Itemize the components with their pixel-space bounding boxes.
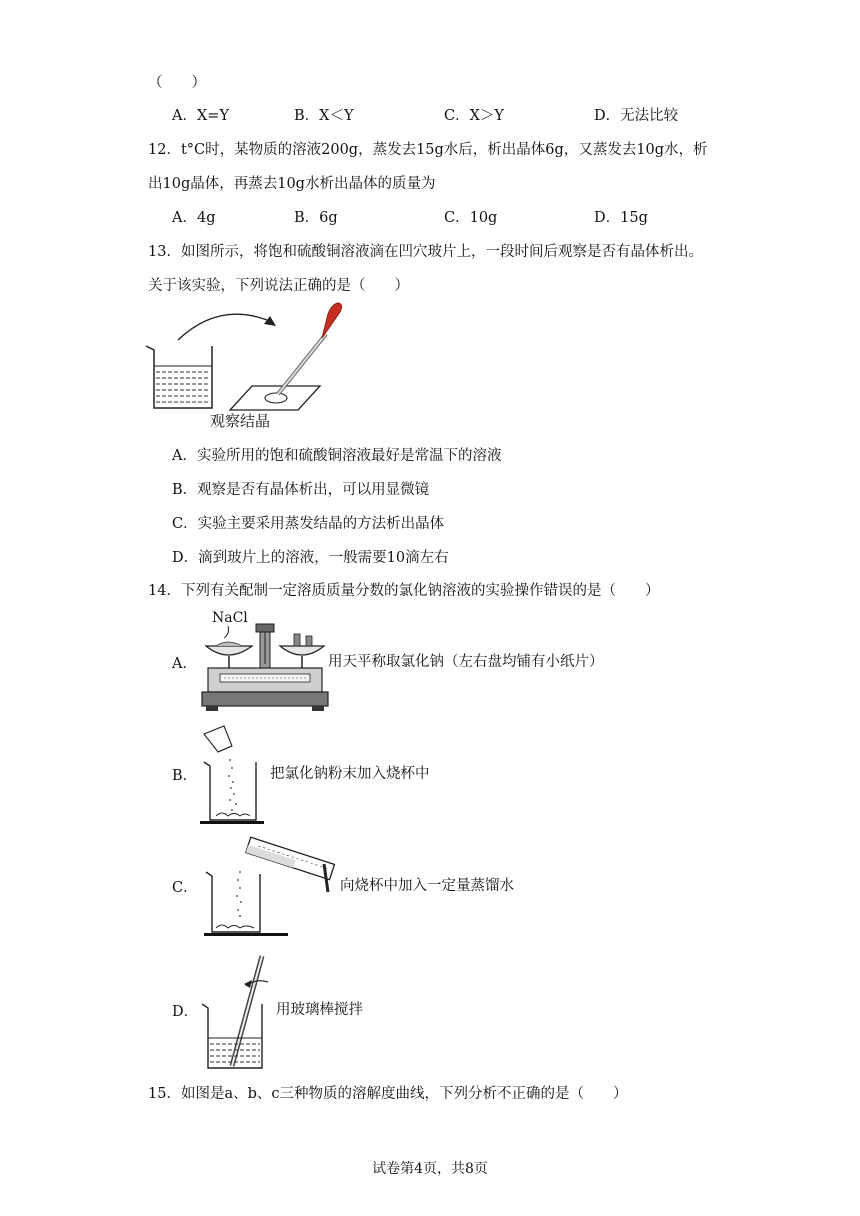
q11-option-b[interactable]: B．X＜Y bbox=[294, 108, 354, 124]
q13-figure-caption: 观察结晶 bbox=[210, 413, 271, 430]
q14-option-c-letter[interactable]: C． bbox=[172, 880, 198, 896]
q13-option-a[interactable]: A．实验所用的饱和硫酸铜溶液最好是常温下的溶液 bbox=[172, 448, 502, 464]
q13-option-d[interactable]: D．滴到玻片上的溶液，一般需要10滴左右 bbox=[172, 550, 449, 566]
q14-option-c-text[interactable]: 向烧杯中加入一定量蒸馏水 bbox=[340, 878, 514, 894]
q11-option-a[interactable]: A．X=Y bbox=[172, 108, 230, 124]
falling-powder bbox=[228, 759, 237, 811]
dropper-bulb bbox=[322, 303, 342, 338]
arrow-head-icon bbox=[264, 316, 276, 326]
q12-option-b[interactable]: B．6g bbox=[294, 210, 338, 226]
water-stream bbox=[236, 871, 242, 917]
pour-water-figure bbox=[204, 836, 334, 940]
q14-option-a-letter[interactable]: A． bbox=[172, 656, 197, 672]
q14-option-a-text[interactable]: 用天平称取氯化钠（左右盘均铺有小纸片） bbox=[328, 654, 604, 670]
q14-option-b-text[interactable]: 把氯化钠粉末加入烧杯中 bbox=[270, 766, 430, 782]
bench-b bbox=[200, 821, 264, 824]
left-pan bbox=[206, 646, 252, 655]
q12-option-c[interactable]: C．10g bbox=[444, 210, 498, 226]
q12-stem-line2: 出10g晶体，再蒸去10g水析出晶体的质量为 bbox=[148, 176, 436, 192]
right-pan bbox=[280, 646, 324, 655]
solution-waves bbox=[156, 372, 210, 402]
q13-stem-line2: 关于该实验，下列说法正确的是（ ） bbox=[148, 278, 409, 294]
bench-c bbox=[204, 933, 288, 936]
q12-option-a[interactable]: A．4g bbox=[172, 210, 216, 226]
glass-slide bbox=[230, 386, 320, 410]
page-footer: 试卷第4页，共8页 bbox=[372, 1161, 488, 1177]
balance-figure bbox=[198, 606, 328, 712]
q12-stem-line1: 12．t°C时，某物质的溶液200g，蒸发去15g水后，析出晶体6g，又蒸发去10g水，析 bbox=[148, 142, 708, 158]
stirring-figure bbox=[198, 952, 272, 1072]
q11-option-d[interactable]: D．无法比较 bbox=[594, 108, 679, 124]
q13-option-c[interactable]: C．实验主要采用蒸发结晶的方法析出晶体 bbox=[172, 516, 445, 532]
q14-option-d-letter[interactable]: D． bbox=[172, 1004, 199, 1020]
q14-option-b-letter[interactable]: B． bbox=[172, 768, 198, 784]
q13-option-b[interactable]: B．观察是否有晶体析出，可以用显微镜 bbox=[172, 482, 430, 498]
q14-option-d-text[interactable]: 用玻璃棒搅拌 bbox=[276, 1002, 363, 1018]
q13-stem-line1: 13．如图所示，将饱和硫酸铜溶液滴在凹穴玻片上，一段时间后观察是否有晶体析出。 bbox=[148, 244, 703, 260]
beaker-drawing bbox=[146, 346, 212, 408]
q13-figure bbox=[140, 300, 340, 430]
beaker-b bbox=[204, 762, 256, 820]
q14-stem: 14．下列有关配制一定溶质质量分数的氯化钠溶液的实验操作错误的是（ ） bbox=[148, 583, 660, 599]
graduated-cylinder bbox=[246, 837, 335, 879]
transfer-arrow bbox=[178, 314, 272, 340]
q15-stem: 15．如图是a、b、c三种物质的溶解度曲线，下列分析不正确的是（ ） bbox=[148, 1086, 628, 1102]
slide-well bbox=[265, 393, 287, 403]
q12-option-d[interactable]: D．15g bbox=[594, 210, 648, 226]
nacl-label: NaCl bbox=[212, 610, 248, 626]
pour-powder-figure bbox=[198, 724, 270, 828]
beaker-c bbox=[206, 872, 260, 932]
q11-bracket: （ ） bbox=[148, 75, 206, 91]
q11-option-c[interactable]: C．X＞Y bbox=[444, 108, 504, 124]
